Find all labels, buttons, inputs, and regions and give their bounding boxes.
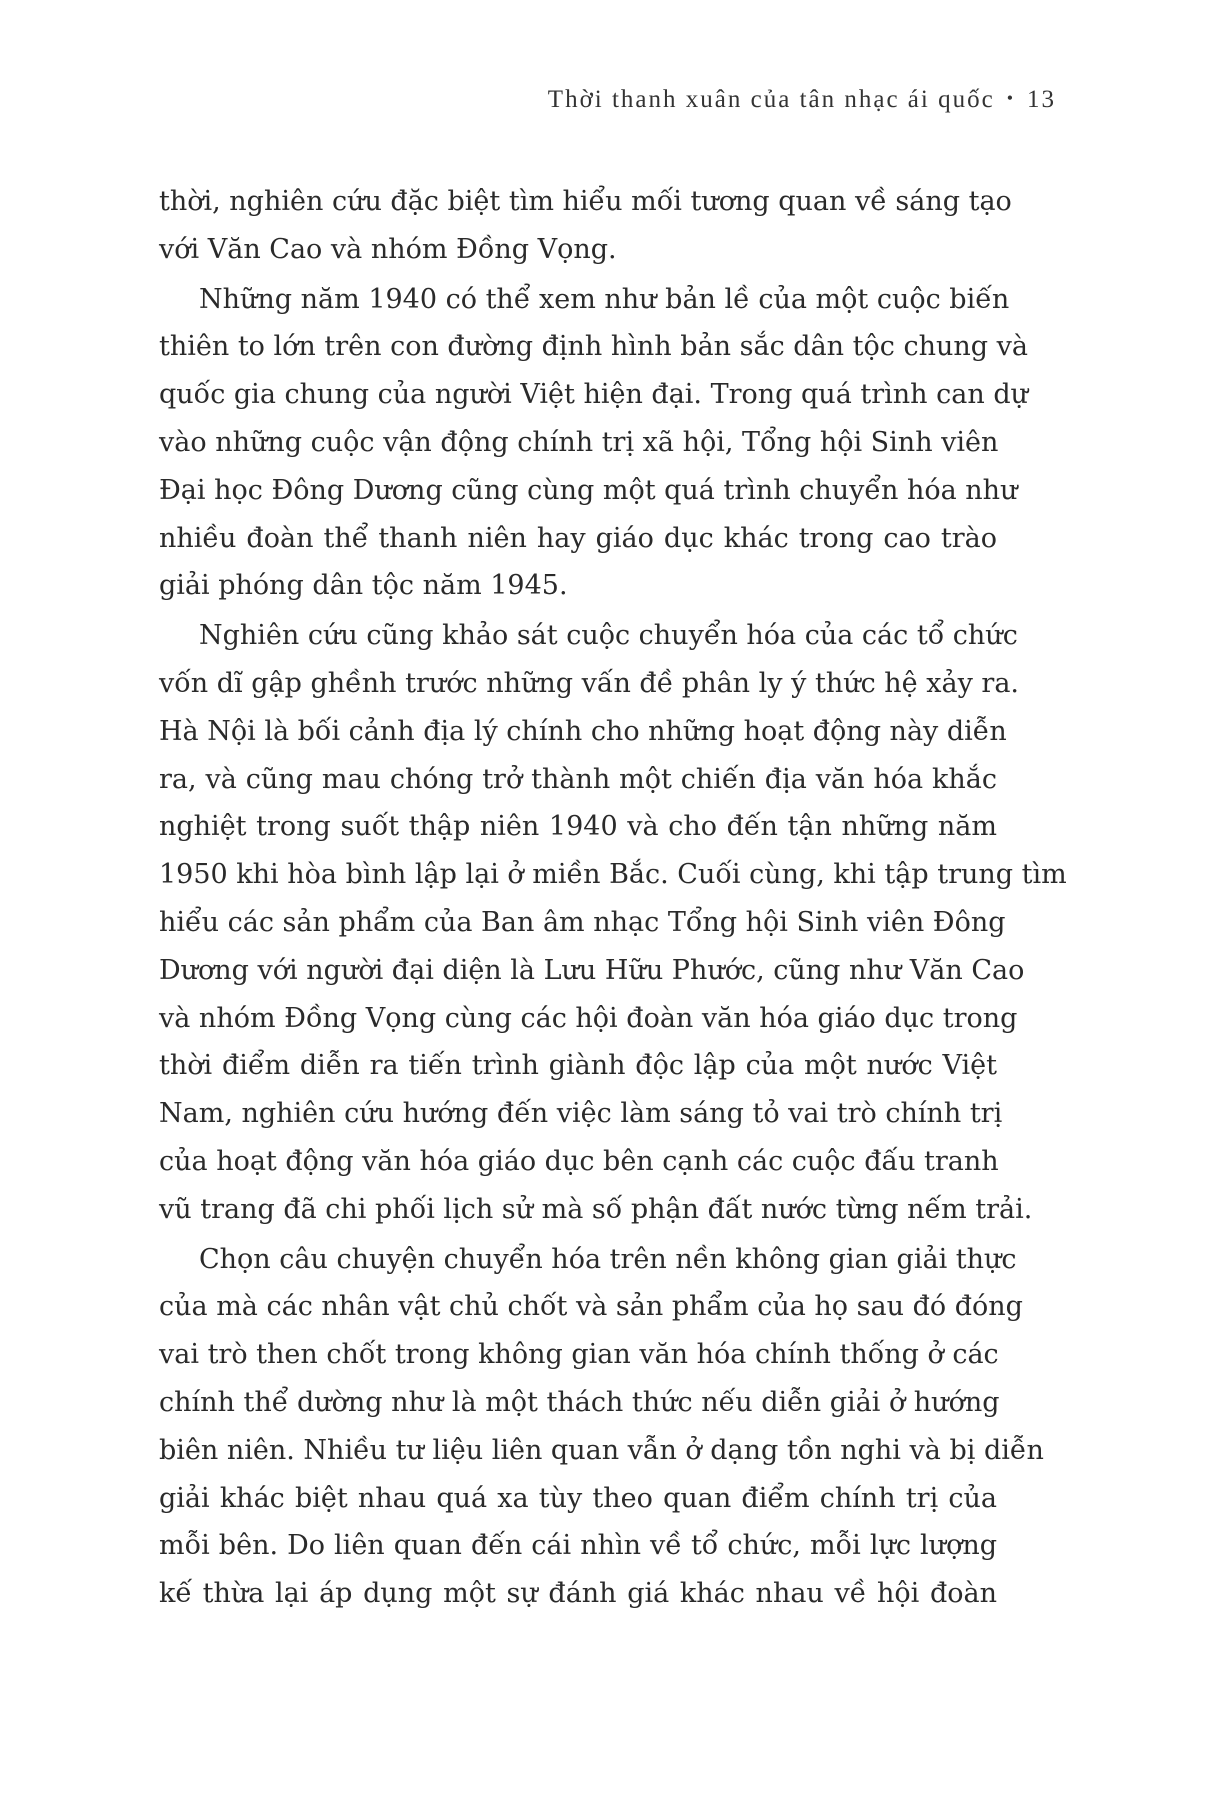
text-line: Đại học Đông Dương cũng cùng một quá trình chuyển hóa như — [159, 474, 1018, 506]
running-head-separator: • — [1006, 88, 1015, 108]
text-line: chính thể dường như là một thách thức nếu diễn giải ở hướng — [159, 1386, 1000, 1418]
text-line: Nghiên cứu cũng khảo sát cuộc chuyển hóa của các tổ chức — [199, 620, 1018, 652]
text-line: nghiệt trong suốt thập niên 1940 và cho đến tận những năm — [159, 811, 997, 843]
running-head-title: Thời thanh xuân của tân nhạc ái quốc — [547, 86, 995, 113]
text-line: vai trò then chốt trong không gian văn hóa chính thống ở các — [159, 1339, 999, 1371]
text-line: 1950 khi hòa bình lập lại ở miền Bắc. Cuối cùng, khi tập trung tìm — [159, 859, 1067, 891]
text-line: giải phóng dân tộc năm 1945. — [159, 570, 568, 602]
text-line: Những năm 1940 có thể xem như bản lề của một cuộc biến — [199, 283, 1010, 315]
text-line: và nhóm Đồng Vọng cùng các hội đoàn văn hóa giáo dục trong — [159, 1002, 1018, 1034]
text-line: Chọn câu chuyện chuyển hóa trên nền không gian giải thực — [199, 1243, 1017, 1275]
paragraph — [159, 612, 1067, 1233]
paragraph — [159, 178, 1012, 274]
text-line: thời, nghiên cứu đặc biệt tìm hiểu mối tương quan về sáng tạo — [159, 186, 1012, 217]
text-line: nhiều đoàn thể thanh niên hay giáo dục khác trong cao trào — [159, 522, 997, 554]
text-line: vốn dĩ gập ghềnh trước những vấn đề phân ly ý thức hệ xảy ra. — [159, 667, 1019, 699]
text-line: giải khác biệt nhau quá xa tùy theo quan điểm chính trị của — [159, 1482, 997, 1514]
text-line: ra, và cũng mau chóng trở thành một chiến địa văn hóa khắc — [159, 763, 997, 795]
text-line: Hà Nội là bối cảnh địa lý chính cho những hoạt động này diễn — [159, 715, 1007, 747]
running-head — [548, 86, 1056, 114]
text-line: biên niên. Nhiều tư liệu liên quan vẫn ở dạng tồn nghi và bị diễn — [159, 1434, 1044, 1466]
text-line: của mà các nhân vật chủ chốt và sản phẩm của họ sau đó đóng — [159, 1291, 1023, 1323]
text-line: thiên to lớn trên con đường định hình bản sắc dân tộc chung và — [159, 331, 1028, 363]
text-line: Dương với người đại diện là Lưu Hữu Phước, cũng như Văn Cao — [159, 954, 1025, 986]
text-line: vào những cuộc vận động chính trị xã hội, Tổng hội Sinh viên — [159, 426, 999, 458]
body-text — [159, 178, 1067, 1618]
page-number: 13 — [1027, 86, 1056, 113]
text-line: thời điểm diễn ra tiến trình giành độc lập của một nước Việt — [159, 1050, 997, 1082]
text-line: của hoạt động văn hóa giáo dục bên cạnh các cuộc đấu tranh — [159, 1145, 999, 1177]
text-line: kế thừa lại áp dụng một sự đánh giá khác nhau về hội đoàn — [159, 1578, 997, 1610]
text-line: Nam, nghiên cứu hướng đến việc làm sáng tỏ vai trò chính trị — [159, 1098, 1003, 1130]
paragraph — [159, 1236, 1044, 1618]
text-line: với Văn Cao và nhóm Đồng Vọng. — [159, 233, 617, 265]
text-line: hiểu các sản phẩm của Ban âm nhạc Tổng hội Sinh viên Đông — [159, 906, 1006, 938]
text-line: quốc gia chung của người Việt hiện đại. Trong quá trình can dự — [159, 379, 1028, 411]
paragraph — [159, 276, 1028, 611]
text-line: mỗi bên. Do liên quan đến cái nhìn về tổ chức, mỗi lực lượng — [159, 1530, 997, 1562]
text-line: vũ trang đã chi phối lịch sử mà số phận đất nước từng nếm trải. — [159, 1193, 1033, 1225]
